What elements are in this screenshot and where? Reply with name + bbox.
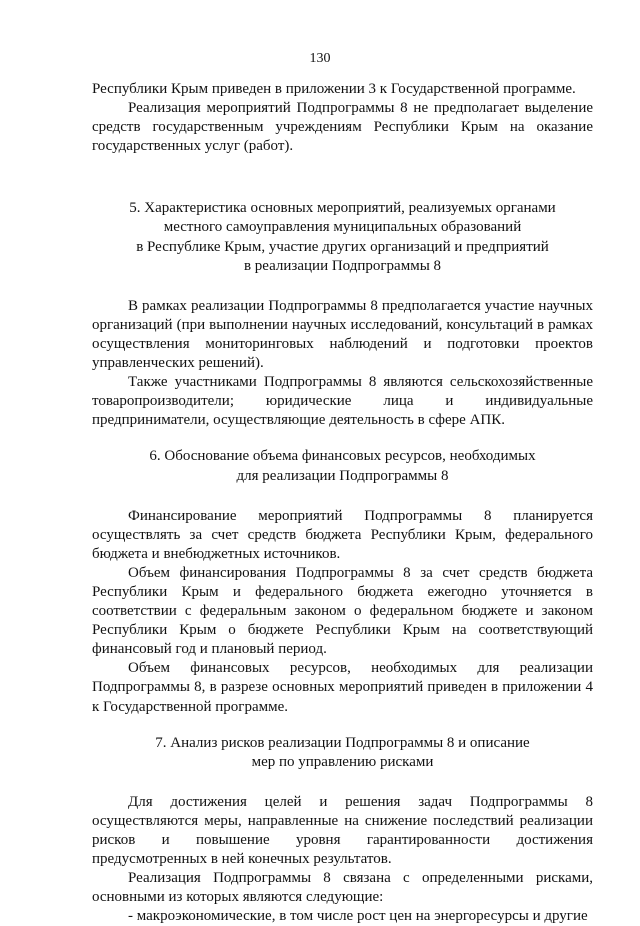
section-5-heading-line: в реализации Подпрограммы 8 [243,257,442,274]
intro-paragraph: Реализация мероприятий Подпрограммы 8 не предполагает выделение средств государственным учреждениям Республики Крым на оказание государственных услуг (работ). [92,100,593,155]
section-5-paragraph: В рамках реализации Подпрограммы 8 предполагается участие научных организаций (при выполнении научных исследований, консультаций в рамках осуществления мониторинговых наблюдений и подготовки проектов управленческих решений). [92,297,593,372]
section-7-paragraph: Для достижения целей и решения задач Подпрограммы 8 осуществляются меры, направленные на снижение последствий реализации рисков и повышение уровня гарантированности достижения предусмотренных в ней конечных результатов. [92,793,593,868]
section-7-list-item: - макроэкономические, в том числе рост цен на энергоресурсы и другие [128,908,588,925]
page-number: 130 [309,51,331,66]
section-7-paragraph: Реализация Подпрограммы 8 связана с определенными рисками, основными из которых являются следующие: [92,870,593,906]
section-7-heading [92,734,593,772]
section-5-heading [92,199,593,275]
section-5-heading-line: 5. Характеристика основных мероприятий, реализуемых органами [129,200,556,217]
section-5-heading-line: местного самоуправления муниципальных образований [163,219,522,236]
section-5-heading-line: в Республике Крым, участие других организаций и предприятий [136,238,549,255]
document-body [92,80,593,926]
intro-paragraph-continuation: Республики Крым приведен в приложении 3 к Государственной программе. [92,81,576,97]
section-5-paragraph: Также участниками Подпрограммы 8 являются сельскохозяйственные товаропроизводители; юридические лица и индивидуальные предприниматели, осуществляющие деятельность в сфере АПК. [92,374,593,429]
section-6-heading [92,447,593,485]
section-7-heading-line: 7. Анализ рисков реализации Подпрограммы 8 и описание [155,734,530,751]
section-6-paragraph: Объем финансирования Подпрограммы 8 за счет средств бюджета Республики Крым и федерального бюджета ежегодно уточняется в соответствии с федеральным законом о федеральном бюджете и законом Республики Крым о бюджете Республики Крым на соответствующий финансовый год и плановый период. [92,564,593,658]
section-7-heading-line: мер по управлению рисками [251,753,434,770]
section-6-heading-line: для реализации Подпрограммы 8 [236,467,449,484]
section-6-heading-line: 6. Обоснование объема финансовых ресурсов, необходимых [149,448,536,465]
section-6-paragraph: Объем финансовых ресурсов, необходимых для реализации Подпрограммы 8, в разрезе основных мероприятий приведен в приложении 4 к Государственной программе. [92,660,593,715]
section-6-paragraph: Финансирование мероприятий Подпрограммы 8 планируется осуществлять за счет средств бюджета Республики Крым, федерального бюджета и внебюджетных источников. [92,507,593,562]
